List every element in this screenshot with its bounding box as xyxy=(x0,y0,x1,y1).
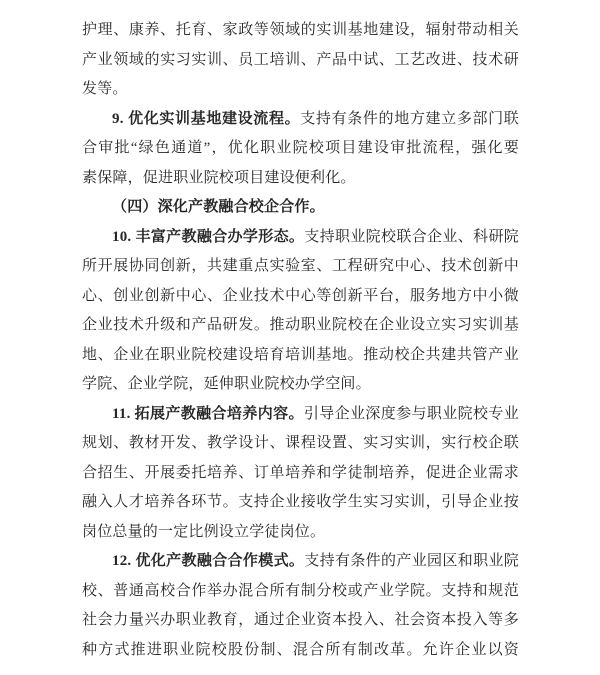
paragraph-item-9 xyxy=(82,105,519,194)
paragraph-section-4 xyxy=(82,193,519,223)
text-segment: 支持有条件的产业园区和职业院 xyxy=(304,553,519,569)
text-line: 学院、企业学院，延伸职业院校办学空间。 xyxy=(82,376,371,392)
paragraph-item-12 xyxy=(82,547,519,665)
text-line: 校、普通高校合作举办混合所有制分校或产业学院。支持和规范 xyxy=(82,582,519,599)
paragraph-item-10 xyxy=(82,223,519,400)
text-line: 心、创业创新中心、企业技术中心等创新平台，服务地方中小微 xyxy=(82,287,519,304)
text-line: 合招生、开展委托培养、订单培养和学徒制培养，促进企业需求 xyxy=(82,464,519,481)
text-line: 企业技术升级和产品研发。推动职业院校在企业设立实习实训基 xyxy=(82,317,519,333)
text-segment: 引导企业深度参与职业院校专业 xyxy=(303,405,519,422)
text-line: 社会力量兴办职业教育，通过企业资本投入、社会资本投入等多 xyxy=(82,612,519,628)
text-line xyxy=(82,105,519,135)
text-line: 素保障，促进职业院校项目建设便利化。 xyxy=(82,169,356,186)
paragraph-item-11 xyxy=(82,400,519,548)
text-segment: 支持职业院校联合企业、科研院 xyxy=(304,228,519,245)
item-number: 9. xyxy=(112,110,129,127)
text-line: 产业领域的实习实训、员工培训、产品中试、工艺改进、技术研 xyxy=(82,51,519,68)
text-line xyxy=(82,400,519,430)
text-line: 合审批“绿色通道”，优化职业院校项目建设审批流程，强化要 xyxy=(82,140,519,156)
item-heading: 拓展产教融合培养内容。 xyxy=(134,405,304,422)
item-number: 11. xyxy=(112,405,135,422)
text-line: 所开展协同创新，共建重点实验室、工程研究中心、技术创新中 xyxy=(82,258,519,274)
text-line: 融入人才培养各环节。支持企业接收学生实习实训，引导企业按 xyxy=(82,494,519,510)
text-line: 种方式推进职业院校股份制、混合所有制改革。允许企业以资 xyxy=(82,641,519,658)
text-line: 岗位总量的一定比例设立学徒岗位。 xyxy=(82,523,326,540)
text-line xyxy=(82,223,519,253)
text-line: 护理、康养、托育、家政等领域的实训基地建设，辐射带动相关 xyxy=(82,22,519,38)
item-heading: 优化实训基地建设流程。 xyxy=(128,110,301,127)
text-line: 规划、教材开发、教学设计、课程设置、实习实训，实行校企联 xyxy=(82,435,519,451)
text-line xyxy=(82,547,519,577)
item-number: 10. xyxy=(112,228,136,245)
document-body xyxy=(82,16,519,665)
item-number: 12. xyxy=(112,553,136,569)
item-heading: 丰富产教融合办学形态。 xyxy=(135,228,305,245)
paragraph-intro-continuation xyxy=(82,16,519,105)
section-heading: （四）深化产教融合校企合作。 xyxy=(112,199,325,215)
text-line: 发等。 xyxy=(82,81,128,97)
item-heading: 优化产教融合合作模式。 xyxy=(135,553,305,569)
text-segment: 支持有条件的地方建立多部门联 xyxy=(300,110,519,127)
text-line: 地、企业在职业院校建设培育培训基地。推动校企共建共管产业 xyxy=(82,346,519,363)
